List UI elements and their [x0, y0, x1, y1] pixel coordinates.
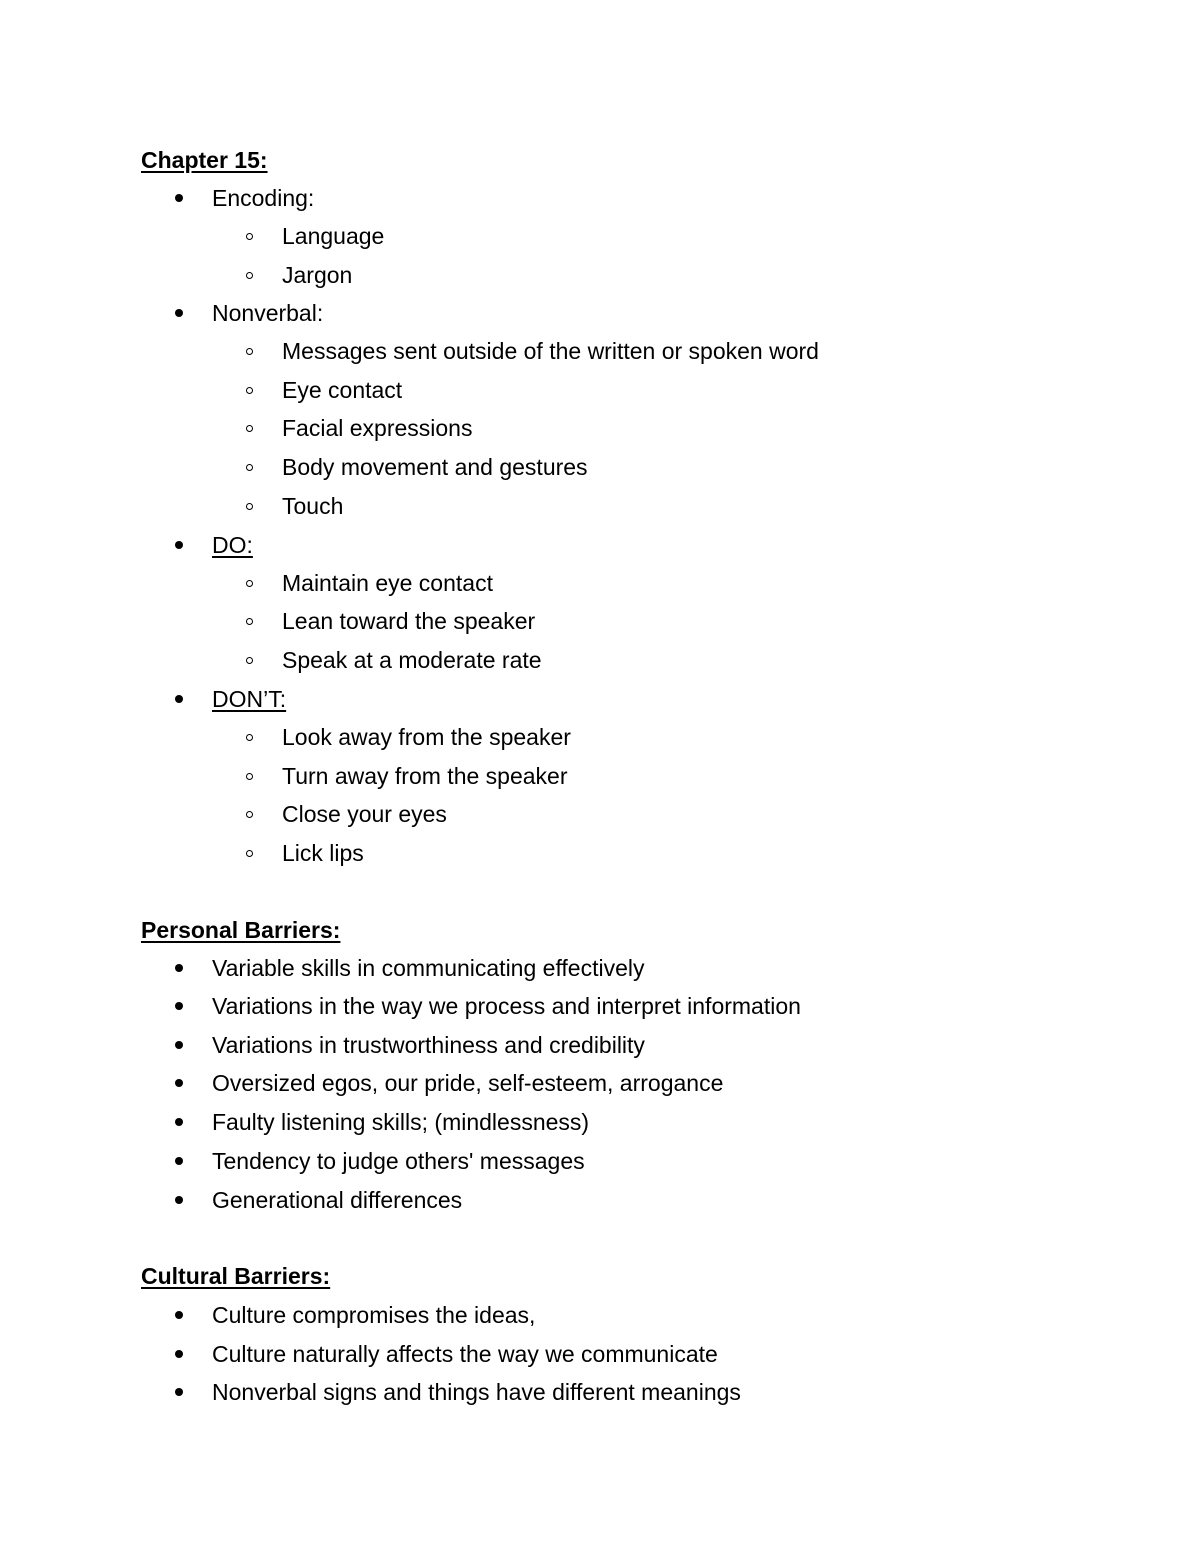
sub-list-item: [246, 720, 571, 754]
list-item: [175, 1066, 723, 1100]
sub-item-text: Touch: [282, 493, 344, 519]
list-item: [175, 296, 323, 330]
list-item: [175, 1375, 741, 1409]
list-item-text: Tendency to judge others' messages: [212, 1148, 585, 1174]
sub-item-text: Eye contact: [282, 377, 403, 403]
list-item-text: Generational differences: [212, 1187, 463, 1213]
list-item-text: Culture naturally affects the way we communicate: [212, 1341, 718, 1367]
bullet-icon: [175, 1079, 183, 1087]
bullet-icon: [175, 1041, 183, 1049]
cultural-barriers-heading-text: Cultural Barriers:: [141, 1263, 331, 1289]
list-item-text: Variations in the way we process and interpret information: [212, 993, 801, 1019]
encoding-label: Encoding:: [212, 185, 315, 211]
sub-item-text: Close your eyes: [282, 801, 447, 827]
hollow-bullet-icon: [246, 657, 253, 664]
bullet-icon: [175, 1350, 183, 1358]
sub-list-item: [246, 411, 472, 445]
bullet-icon: [175, 194, 183, 202]
cultural-barriers-heading: [141, 1259, 330, 1293]
sub-item-text: Facial expressions: [282, 415, 473, 441]
hollow-bullet-icon: [246, 464, 253, 471]
list-item-text: Oversized egos, our pride, self-esteem, arrogance: [212, 1070, 724, 1096]
chapter-heading: [141, 143, 268, 177]
sub-item-text: Lick lips: [282, 840, 364, 866]
sub-item-text: Maintain eye contact: [282, 570, 493, 596]
bullet-icon: [175, 309, 183, 317]
hollow-bullet-icon: [246, 850, 253, 857]
hollow-bullet-icon: [246, 425, 253, 432]
bullet-icon: [175, 1118, 183, 1126]
list-item: [175, 1183, 462, 1217]
sub-list-item: [246, 450, 588, 484]
bullet-icon: [175, 541, 183, 549]
sub-item-text: Lean toward the speaker: [282, 608, 536, 634]
list-item: [175, 1337, 718, 1371]
do-label: DO:: [212, 532, 253, 558]
sub-list-item: [246, 373, 402, 407]
list-item-text: Culture compromises the ideas,: [212, 1302, 536, 1328]
sub-list-item: [246, 604, 535, 638]
bullet-icon: [175, 964, 183, 972]
hollow-bullet-icon: [246, 348, 253, 355]
bullet-icon: [175, 1157, 183, 1165]
sub-list-item: [246, 566, 493, 600]
sub-item-text: Look away from the speaker: [282, 724, 571, 750]
bullet-icon: [175, 1388, 183, 1396]
sub-item-text: Messages sent outside of the written or spoken word: [282, 338, 819, 364]
sub-item-text: Speak at a moderate rate: [282, 647, 542, 673]
bullet-icon: [175, 1311, 183, 1319]
chapter-heading-text: Chapter 15:: [141, 147, 268, 173]
list-item: [175, 181, 314, 215]
hollow-bullet-icon: [246, 773, 253, 780]
list-item: [175, 1028, 645, 1062]
sub-list-item: [246, 836, 364, 870]
bullet-icon: [175, 1002, 183, 1010]
sub-list-item: [246, 334, 819, 368]
list-item: [175, 1105, 589, 1139]
hollow-bullet-icon: [246, 503, 253, 510]
sub-list-item: [246, 258, 352, 292]
hollow-bullet-icon: [246, 734, 253, 741]
personal-barriers-heading: [141, 913, 340, 947]
list-item: [175, 989, 801, 1023]
list-item: [175, 951, 645, 985]
sub-list-item: [246, 219, 384, 253]
sub-item-text: Jargon: [282, 262, 353, 288]
bullet-icon: [175, 1196, 183, 1204]
nonverbal-label: Nonverbal:: [212, 300, 324, 326]
bullet-icon: [175, 695, 183, 703]
hollow-bullet-icon: [246, 618, 253, 625]
hollow-bullet-icon: [246, 580, 253, 587]
hollow-bullet-icon: [246, 811, 253, 818]
list-item-text: Faulty listening skills; (mindlessness): [212, 1109, 590, 1135]
sub-item-text: Turn away from the speaker: [282, 763, 568, 789]
sub-item-text: Language: [282, 223, 385, 249]
sub-list-item: [246, 489, 343, 523]
dont-label: DON’T:: [212, 686, 287, 712]
list-item-text: Nonverbal signs and things have different meanings: [212, 1379, 741, 1405]
list-item: [175, 1144, 585, 1178]
list-item: [175, 528, 253, 562]
sub-list-item: [246, 643, 542, 677]
personal-barriers-heading-text: Personal Barriers:: [141, 917, 341, 943]
list-item: [175, 682, 286, 716]
sub-item-text: Body movement and gestures: [282, 454, 588, 480]
sub-list-item: [246, 759, 568, 793]
list-item-text: Variable skills in communicating effectively: [212, 955, 645, 981]
list-item: [175, 1298, 535, 1332]
hollow-bullet-icon: [246, 387, 253, 394]
hollow-bullet-icon: [246, 272, 253, 279]
sub-list-item: [246, 797, 447, 831]
hollow-bullet-icon: [246, 233, 253, 240]
list-item-text: Variations in trustworthiness and credibility: [212, 1032, 645, 1058]
